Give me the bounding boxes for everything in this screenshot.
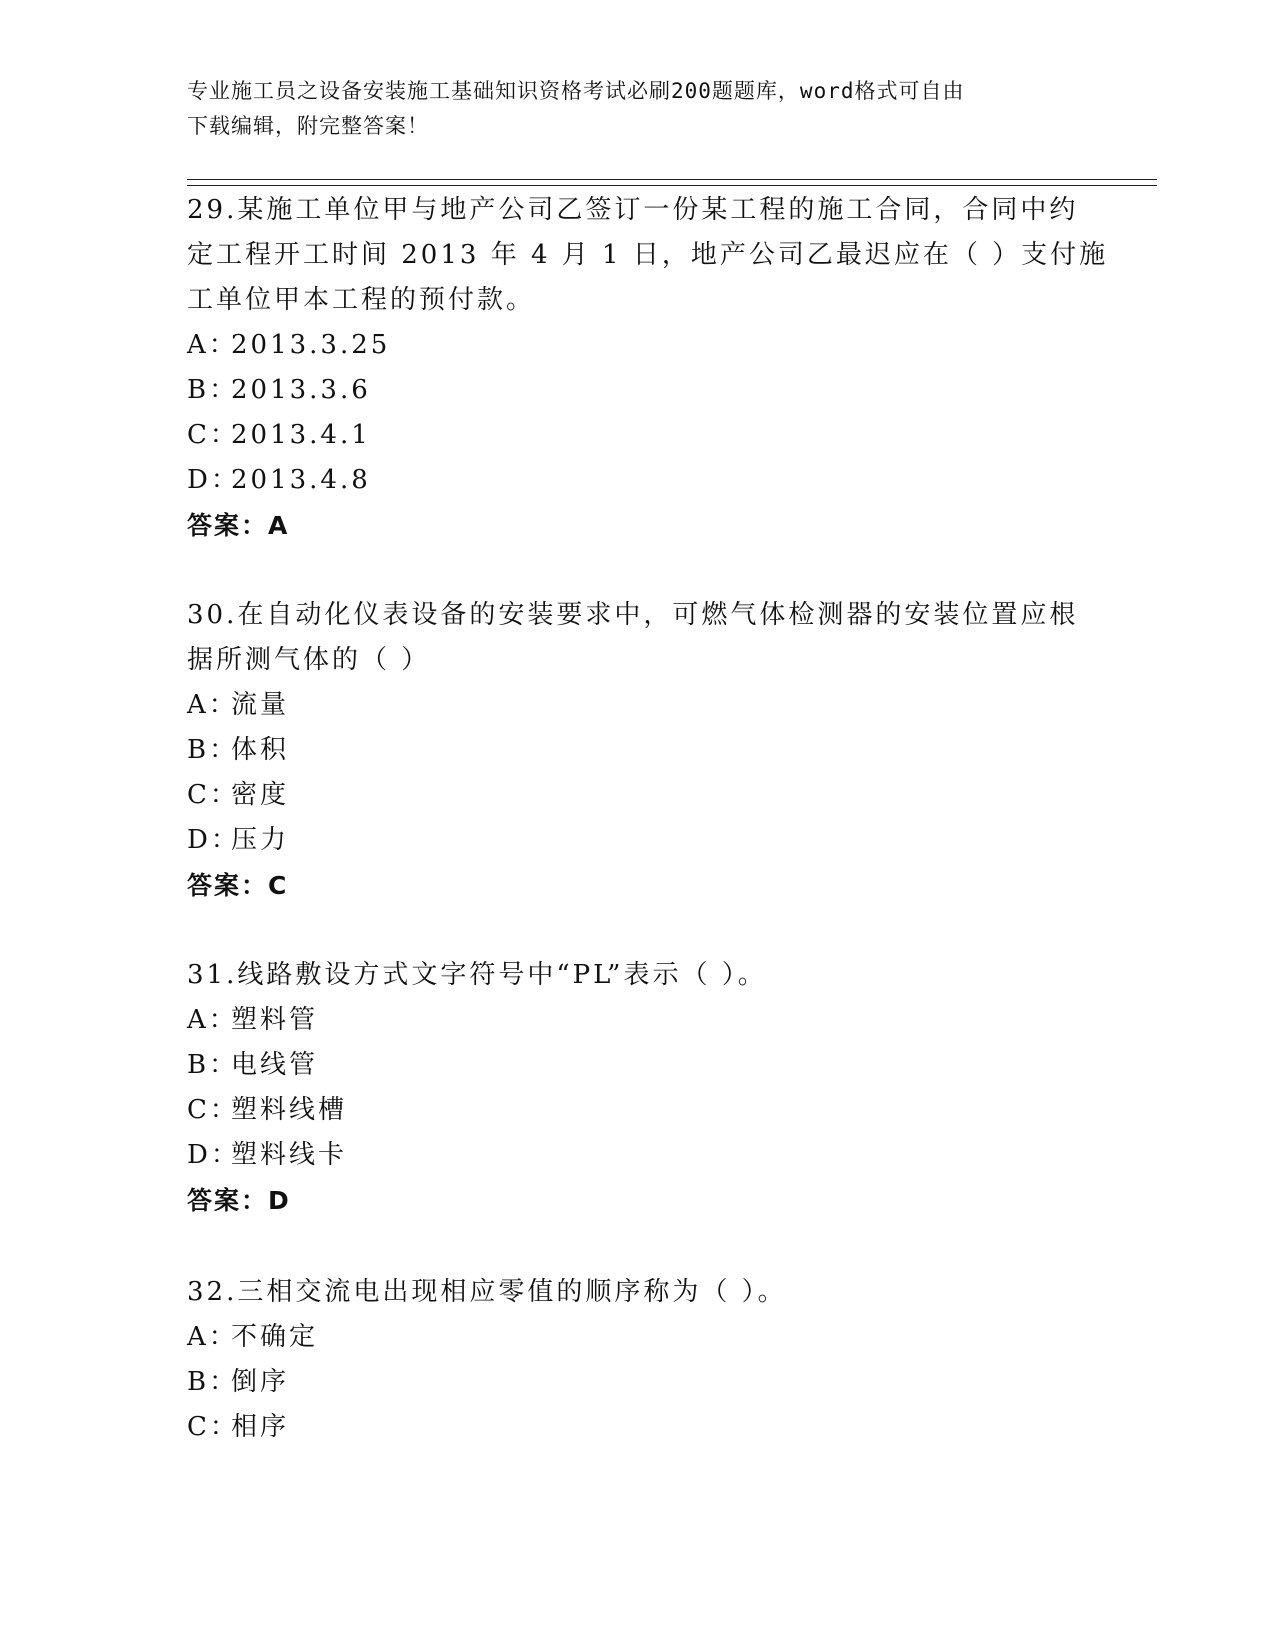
option-letter: D： — [187, 465, 240, 495]
option-a — [187, 998, 1087, 1043]
option-text: 电线管 — [231, 1050, 319, 1080]
answer-text: 答案：C — [187, 871, 289, 900]
option-text: 2013.4.1 — [231, 420, 371, 450]
header-line: 下载编辑，附完整答案！ — [187, 114, 429, 138]
question-32 — [187, 1270, 1087, 1450]
question-30 — [187, 593, 1087, 908]
option-letter: B： — [187, 1367, 239, 1397]
option-letter: A： — [187, 1005, 238, 1035]
question-stem-line: 据所测气体的（ ） — [187, 645, 431, 675]
option-text: 塑料管 — [231, 1005, 319, 1035]
header-divider — [187, 179, 1157, 186]
option-letter: A： — [187, 690, 238, 720]
question-stem-line: 定工程开工时间 2013 年 4 月 1 日，地产公司乙最迟应在（ ）支付施 — [187, 240, 1109, 270]
option-text: 流量 — [231, 690, 290, 720]
option-b — [187, 1360, 1087, 1405]
option-a — [187, 1315, 1087, 1360]
option-letter: C： — [187, 780, 239, 810]
option-letter: B： — [187, 1050, 239, 1080]
question-stem-line: 工单位甲本工程的预付款。 — [187, 285, 536, 315]
option-text: 2013.4.8 — [231, 465, 371, 495]
question-stem-line: 32.三相交流电出现相应零值的顺序称为（ ）。 — [187, 1277, 787, 1307]
option-d — [187, 458, 1087, 503]
option-letter: D： — [187, 825, 240, 855]
option-text: 体积 — [231, 735, 290, 765]
option-text: 倒序 — [231, 1367, 290, 1397]
question-29 — [187, 188, 1109, 548]
option-text: 密度 — [231, 780, 290, 810]
option-letter: B： — [187, 375, 239, 405]
option-d — [187, 818, 1087, 863]
option-text: 2013.3.6 — [231, 375, 371, 405]
option-letter: A： — [187, 1322, 238, 1352]
option-text: 相序 — [231, 1412, 290, 1442]
answer-text: 答案：D — [187, 1186, 291, 1215]
option-text: 2013.3.25 — [231, 330, 391, 360]
option-text: 压力 — [231, 825, 290, 855]
option-c — [187, 1405, 1087, 1450]
option-d — [187, 1133, 1087, 1178]
option-letter: B： — [187, 735, 239, 765]
question-31 — [187, 953, 1087, 1223]
option-c — [187, 1088, 1087, 1133]
option-text: 不确定 — [231, 1322, 319, 1352]
question-stem-line: 30.在自动化仪表设备的安装要求中，可燃气体检测器的安装位置应根 — [187, 600, 1079, 630]
option-text: 塑料线卡 — [231, 1140, 348, 1170]
option-letter: A： — [187, 330, 238, 360]
header-line: 专业施工员之设备安装施工基础知识资格考试必刷200题题库，word格式可自由 — [187, 79, 965, 103]
option-a — [187, 683, 1087, 728]
option-letter: C： — [187, 1095, 239, 1125]
option-text: 塑料线槽 — [231, 1095, 348, 1125]
option-b — [187, 1043, 1087, 1088]
question-stem-line: 31.线路敷设方式文字符号中“PL”表示（ ）。 — [187, 960, 767, 990]
question-stem-line: 29.某施工单位甲与地产公司乙签订一份某工程的施工合同，合同中约 — [187, 195, 1079, 225]
option-letter: C： — [187, 420, 239, 450]
option-a — [187, 323, 1087, 368]
option-b — [187, 368, 1087, 413]
option-c — [187, 413, 1087, 458]
option-b — [187, 728, 1087, 773]
answer-text: 答案：A — [187, 511, 290, 540]
option-c — [187, 773, 1087, 818]
option-letter: C： — [187, 1412, 239, 1442]
document-header — [187, 74, 1067, 144]
option-letter: D： — [187, 1140, 240, 1170]
